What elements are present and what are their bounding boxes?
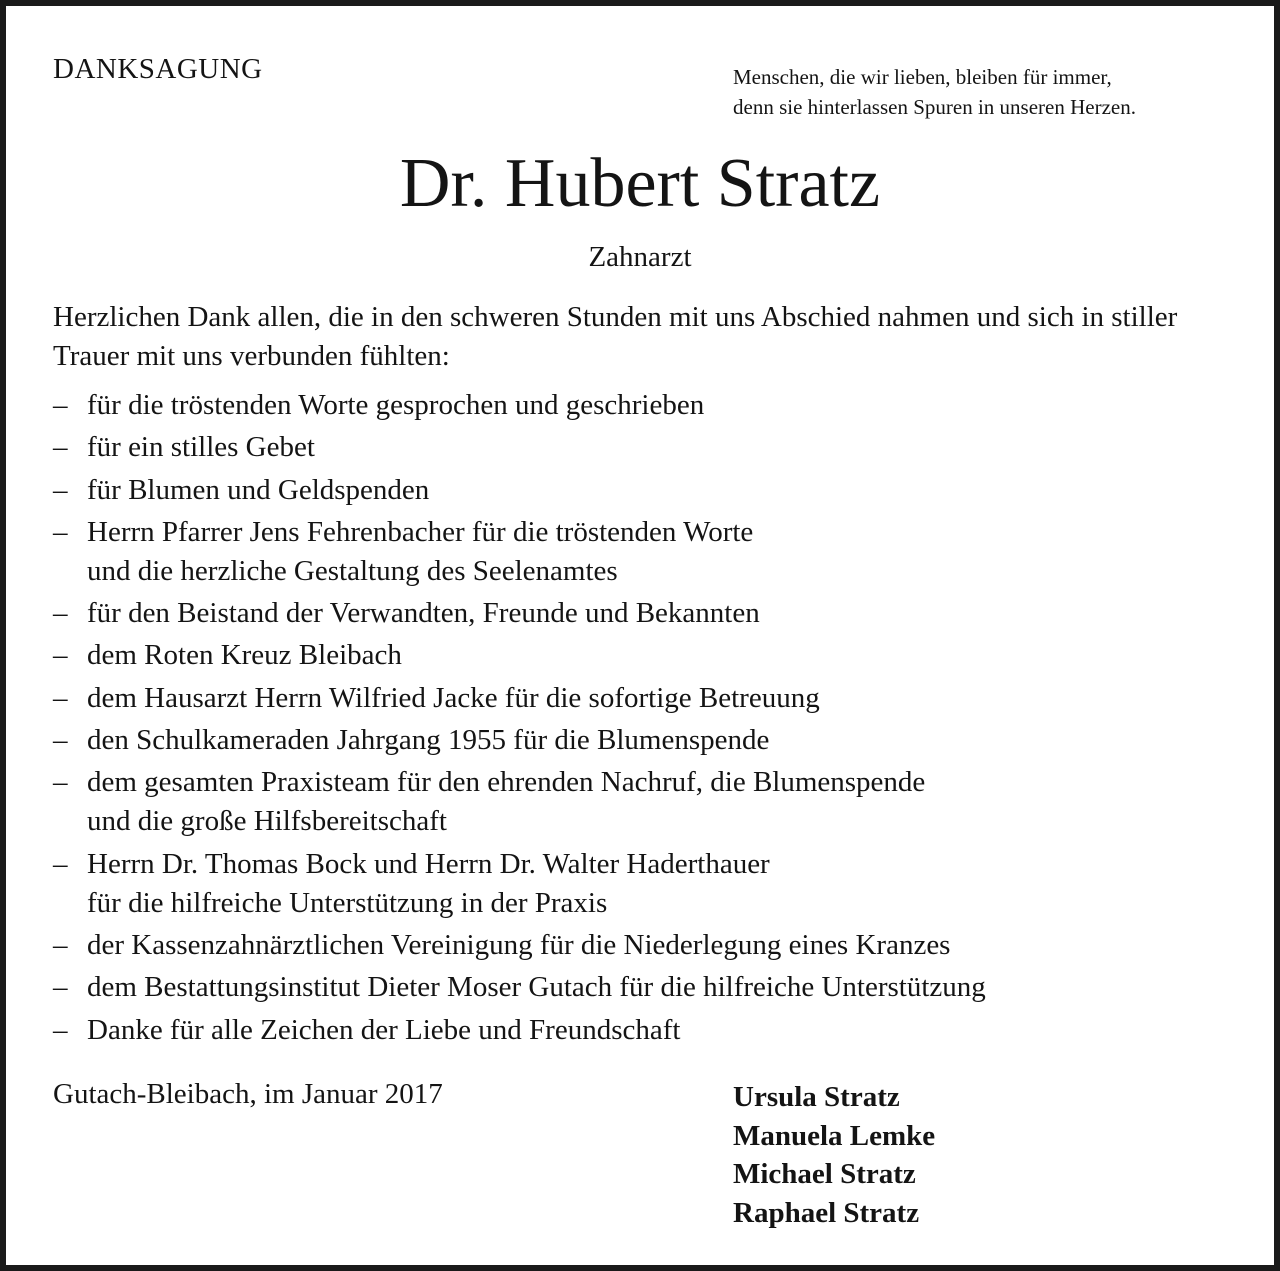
dash-bullet: – — [53, 681, 68, 714]
intro-text: Herzlichen Dank allen, die in den schweren Stunden mit uns Abschied nahmen und sich in stiller Trauer mit uns verbunden fühlten: — [53, 301, 1178, 372]
thanks-item — [53, 926, 1243, 965]
thanks-item-line: Herrn Pfarrer Jens Fehrenbacher für die tröstenden Worte — [87, 515, 754, 548]
dash-bullet: – — [53, 597, 68, 630]
thanks-item — [53, 845, 1243, 923]
dash-bullet: – — [53, 639, 68, 672]
dash-bullet: – — [53, 431, 68, 464]
thanks-item — [53, 386, 1243, 425]
thanks-item — [53, 721, 1243, 760]
quote-line: Menschen, die wir lieben, bleiben für immer, — [733, 65, 1112, 89]
thanks-item-line: der Kassenzahnärztlichen Vereinigung für die Niederlegung eines Kranzes — [87, 928, 951, 961]
thanks-item-line: und die herzliche Gestaltung des Seelenamtes — [87, 554, 618, 587]
dash-bullet: – — [53, 473, 68, 506]
signer-name: Raphael Stratz — [733, 1196, 920, 1229]
dash-bullet: – — [53, 766, 68, 799]
thanks-item-line: dem Hausarzt Herrn Wilfried Jacke für die sofortige Betreuung — [87, 681, 820, 714]
signer-name: Michael Stratz — [733, 1158, 916, 1190]
thanks-item — [53, 636, 1243, 675]
thanks-item-line: für die hilfreiche Unterstützung in der Praxis — [87, 886, 608, 919]
thanks-item — [53, 471, 1243, 510]
thanks-item — [53, 679, 1243, 718]
signer-name: Manuela Lemke — [733, 1119, 936, 1152]
thanks-item-line: für die tröstenden Worte gesprochen und geschrieben — [87, 389, 705, 421]
thanks-item-line: dem Bestattungsinstitut Dieter Moser Gutach für die hilfreiche Unterstützung — [87, 971, 986, 1004]
signers — [733, 1078, 935, 1232]
notice-heading: DANKSAGUNG — [53, 53, 263, 85]
dash-bullet: – — [53, 1013, 68, 1046]
dash-bullet: – — [53, 847, 68, 880]
thanks-item-line: dem Roten Kreuz Bleibach — [87, 639, 402, 672]
thanks-item — [53, 1011, 1243, 1050]
thanks-item — [53, 594, 1243, 633]
thanks-item-line: für Blumen und Geldspenden — [87, 473, 430, 506]
thanks-item-line: dem gesamten Praxisteam für den ehrenden Nachruf, die Blumenspende — [87, 766, 926, 799]
thanks-item-line: und die große Hilfsbereitschaft — [87, 805, 447, 838]
thanks-item-line: für den Beistand der Verwandten, Freunde und Bekannten — [87, 597, 760, 630]
signer-name: Ursula Stratz — [733, 1081, 900, 1113]
place-date: Gutach-Bleibach, im Januar 2017 — [53, 1078, 443, 1110]
memorial-quote — [733, 62, 1136, 122]
thanks-item — [53, 428, 1243, 467]
thanks-item-line: den Schulkameraden Jahrgang 1955 für die Blumenspende — [87, 724, 770, 757]
thanks-item — [53, 763, 1243, 841]
dash-bullet: – — [53, 389, 68, 421]
dash-bullet: – — [53, 515, 68, 548]
thanks-item-line: für ein stilles Gebet — [87, 431, 315, 464]
dash-bullet: – — [53, 971, 68, 1004]
deceased-profession: Zahnarzt — [588, 241, 692, 273]
thanks-item — [53, 968, 1243, 1007]
dash-bullet: – — [53, 928, 68, 961]
deceased-name: Dr. Hubert Stratz — [399, 145, 881, 222]
thanks-item-line: Herrn Dr. Thomas Bock und Herrn Dr. Walter Haderthauer — [87, 847, 770, 880]
dash-bullet: – — [53, 724, 68, 757]
thanks-list — [53, 386, 1243, 1053]
thanks-item — [53, 513, 1243, 591]
thanks-item-line: Danke für alle Zeichen der Liebe und Freundschaft — [87, 1013, 681, 1046]
quote-line: denn sie hinterlassen Spuren in unseren Herzen. — [733, 95, 1136, 119]
